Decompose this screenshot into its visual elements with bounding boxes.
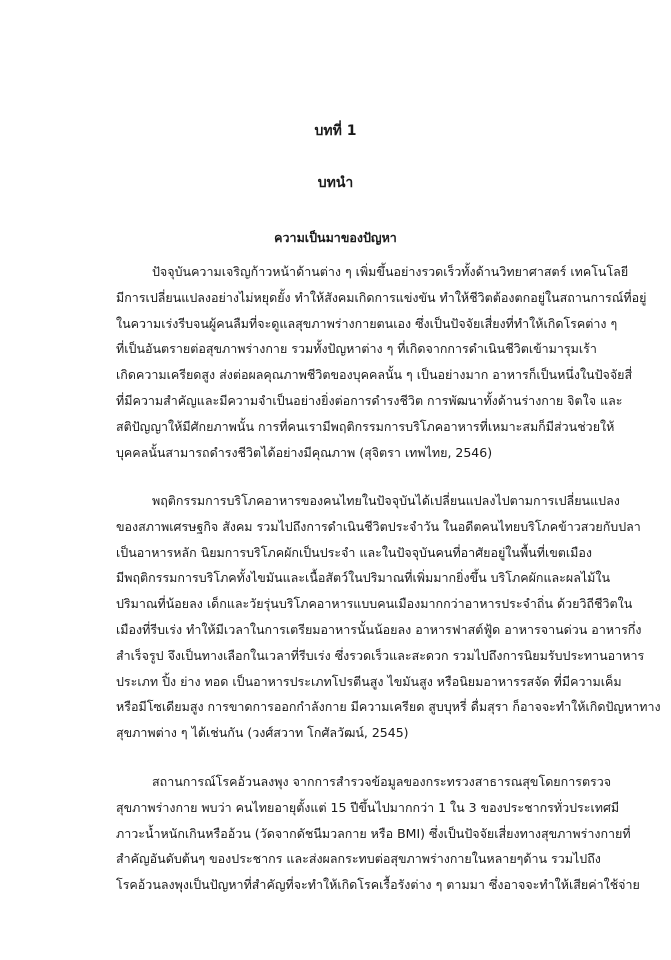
- paragraph-line: หรือมีโซเดียมสูง การขาดการออกกำลังกาย มีความเครียด สูบบุหรี่ ดื่มสุรา ก็อาจจะทำให้เกิดปัญหาทาง: [116, 699, 661, 715]
- paragraph-line: ประเภท ปิ้ง ย่าง ทอด เป็นอาหารประเภทโปรตีนสูง ไขมันสูง หรือนิยมอาหารรสจัด ที่มีความเค็ม: [116, 673, 622, 689]
- paragraph-line: สุขภาพต่าง ๆ ได้เช่นกัน (วงศ์สวาท โกศัลวัฒน์, 2545): [116, 725, 409, 741]
- paragraph-line: มีการเปลี่ยนแปลงอย่างไม่หยุดยั้ง ทำให้สังคมเกิดการแข่งขัน ทำให้ชีวิตต้องตกอยู่ในสถานการณ์ที่อยู่: [116, 289, 647, 305]
- paragraph-line: ในความเร่งรีบจนผู้คนลืมที่จะดูแลสุขภาพร่างกายตนเอง ซึ่งเป็นปัจจัยเสี่ยงที่ทำให้เกิดโรคต่าง ๆ: [116, 315, 618, 331]
- paragraph-line: เกิดความเครียดสูง ส่งต่อผลคุณภาพชีวิตของบุคคลนั้น ๆ เป็นอย่างมาก อาหารก็เป็นหนึ่งในปัจจัยสี่: [116, 367, 633, 383]
- paragraph-line: เป็นอาหารหลัก นิยมการบริโภคผักเป็นประจำ และในปัจจุบันคนที่อาศัยอยู่ในพื้นที่เขตเมือง: [116, 544, 593, 560]
- paragraph-line: มีพฤติกรรมการบริโภคทั้งไขมันและเนื้อสัตว์ในปริมาณที่เพิ่มมากยิ่งขึ้น บริโภคผักและผลไม้ใน: [116, 570, 611, 586]
- paragraph-line: ปริมาณที่น้อยลง เด็กและวัยรุ่นบริโภคอาหารแบบคนเมืองมากกว่าอาหารประจำถิ่น ด้วยวิถีชีวิตใน: [116, 596, 633, 612]
- paragraph-line: ที่มีความสำคัญและมีความจำเป็นอย่างยิ่งต่อการดำรงชีวิต การพัฒนาทั้งด้านร่างกาย จิตใจ และ: [116, 392, 623, 408]
- paragraph-line: สถานการณ์โรคอ้วนลงพุง จากการสำรวจข้อมูลของกระทรวงสาธารณสุขโดยการตรวจ: [152, 774, 612, 789]
- paragraph-3: [116, 769, 640, 898]
- chapter-title: บทนำ: [317, 175, 354, 191]
- paragraph-line: บุคคลนั้นสามารถดำรงชีวิตได้อย่างมีคุณภาพ (สุจิตรา เทพไทย, 2546): [116, 444, 493, 460]
- paragraph-line: โรคอ้วนลงพุงเป็นปัญหาที่สำคัญที่จะทำให้เกิดโรคเรื้อรังต่าง ๆ ตามมา ซึ่งอาจจะทำให้เสียค่าใช้จ่าย: [116, 877, 640, 893]
- paragraph-2: [116, 488, 661, 746]
- paragraph-line: สุขภาพร่างกาย พบว่า คนไทยอายุตั้งแต่ 15 ปีขึ้นไปมากกว่า 1 ใน 3 ของประชากรทั่วประเทศมี: [116, 799, 620, 815]
- section-title: ความเป็นมาของปัญหา: [274, 230, 397, 245]
- paragraph-line: เมืองที่รีบเร่ง ทำให้มีเวลาในการเตรียมอาหารนั้นน้อยลง อาหารฟาสต์ฟู้ด อาหารจานด่วน อาหารกึ่ง: [116, 621, 642, 637]
- paragraph-line: พฤติกรรมการบริโภคอาหารของคนไทยในปัจจุบันได้เปลี่ยนแปลงไปตามการเปลี่ยนแปลง: [152, 493, 620, 508]
- chapter-number: บทที่ 1: [314, 123, 357, 139]
- paragraph-line: สติปัญญาให้มีศักยภาพนั้น การที่คนเรามีพฤติกรรมการบริโภคอาหารที่เหมาะสมก็มีส่วนช่วยให้: [116, 418, 615, 434]
- paragraph-line: สำคัญอันดับต้นๆ ของประชากร และส่งผลกระทบต่อสุขภาพร่างกายในหลายๆด้าน รวมไปถึง: [116, 851, 601, 867]
- paragraph-line: ปัจจุบันความเจริญก้าวหน้าด้านต่าง ๆ เพิ่มขึ้นอย่างรวดเร็วทั้งด้านวิทยาศาสตร์ เทคโนโลยี: [152, 264, 629, 279]
- paragraph-line: ภาวะน้ำหนักเกินหรืออ้วน (วัดจากดัชนีมวลกาย หรือ BMI) ซึ่งเป็นปัจจัยเสี่ยงทางสุขภาพร่างกายที่: [116, 825, 631, 841]
- paragraph-line: สำเร็จรูป จึงเป็นทางเลือกในเวลาที่รีบเร่ง ซึ่งรวดเร็วและสะดวก รวมไปถึงการนิยมรับประทานอาหาร: [116, 647, 645, 663]
- paragraph-line: ของสภาพเศรษฐกิจ สังคม รวมไปถึงการดำเนินชีวิตประจำวัน ในอดีตคนไทยบริโภคข้าวสวยกับปลา: [116, 518, 641, 534]
- paragraph-line: ที่เป็นอันตรายต่อสุขภาพร่างกาย รวมทั้งปัญหาต่าง ๆ ที่เกิดจากการดำเนินชีวิตเข้ามารุมเร้า: [116, 341, 597, 357]
- paragraph-1: [116, 259, 647, 465]
